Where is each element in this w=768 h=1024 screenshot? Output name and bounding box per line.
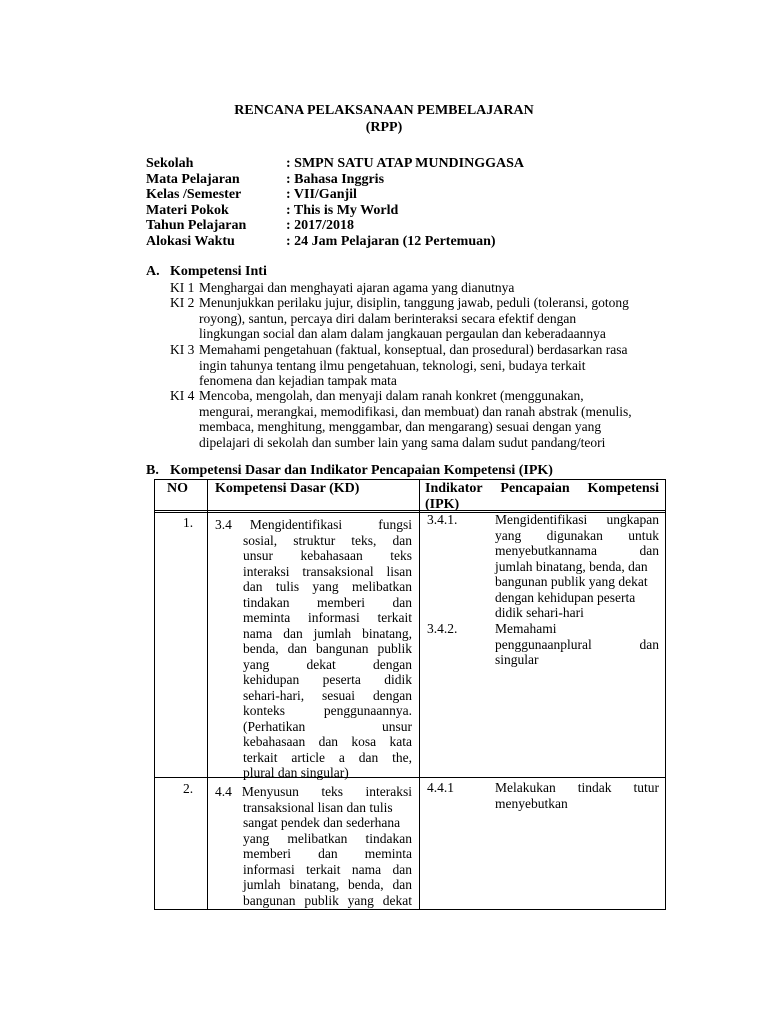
kd-word: bangunan [243,892,296,908]
ipk-word: dan [639,543,659,558]
section-letter: B. [146,463,159,478]
kd-word: Menyusun [241,784,299,799]
kd-word: peserta [322,672,361,687]
kd-word: tulis [275,579,300,594]
section-letter: A. [146,264,160,279]
ki-text-line: lingkungan social dan alam dalam jangkauan pergaulan dan keberadaannya [199,326,606,341]
kd-word: terkait [306,861,341,877]
kd-word: benda, [243,641,279,656]
ipk-code: 3.4.1. [427,512,458,527]
kd-code: 3.4 [215,517,232,532]
ipk-word: Mengidentifikasi [495,512,588,527]
info-value: : SMPN SATU ATAP MUNDINGGASA [286,156,525,171]
ki-text-line: royong), santun, percaya diri dalam berinteraksi secara efektif dengan [199,310,577,326]
kd-word: Mengidentifikasi [249,517,343,532]
ipk-word: dan [639,636,659,652]
kd-word: publik [304,892,339,908]
kd-word: teks [390,548,412,563]
kd-word: yang [347,892,374,908]
row-2-kd-body [243,800,412,909]
row-2-no: 2. [183,781,194,796]
ipk-text [495,780,659,811]
kd-line: sangat pendek dan sederhana [243,815,401,830]
kd-line [243,657,412,673]
kd-word: penggunaannya. [323,703,412,718]
kd-word: terkait [377,610,412,625]
document-subtitle: (RPP) [365,120,403,135]
ki-label: KI 3 [170,342,195,357]
kd-word: dan [392,861,412,877]
kd-word: sosial, [243,532,278,548]
ipk-line: didik sehari-hari [495,605,584,620]
ki-text-line: Mencoba, mengolah, dan menyaji dalam ranah konkret (menggunakan, [199,388,584,403]
ipk-text [495,512,659,621]
info-value: : VII/Ganjil [286,187,357,202]
kd-word: kebahasaan [300,548,363,563]
kd-line: transaksional lisan dan tulis [243,799,393,815]
kd-line [243,893,412,909]
ipk-word: untuk [628,527,659,543]
kd-word: publik [377,641,412,656]
ipk-line: singular [495,652,539,667]
kd-word: melibatkan [287,830,348,846]
kd-line [243,734,412,750]
ki-text-line: Memahami pengetahuan (faktual, konseptual, dan prosedural) berdasarkan rasa [199,342,628,357]
kd-line [243,548,412,564]
kd-word: dan [392,594,412,610]
kd-word: meminta [364,846,412,861]
kd-word: dan [318,846,338,861]
ipk-word: tindak [577,780,612,795]
kd-word: bangunan [316,641,369,656]
kd-line [243,579,412,595]
ipk-code: 4.4.1 [427,780,454,795]
ipk-text [495,621,659,668]
info-label: Tahun Pelajaran [146,218,247,233]
kd-line [243,750,412,766]
ki-text-line: fenomena dan kejadian tampak mata [199,373,397,388]
ki-label: KI 1 [170,280,195,295]
kd-ipk-table [154,479,666,910]
ki-label: KI 2 [170,295,195,310]
header-ipk-word: Kompetensi [587,481,659,496]
kd-word: teks [321,784,344,799]
ipk-word: yang [495,527,522,543]
info-label: Alokasi Waktu [146,234,235,249]
kd-word: dekat [306,656,336,672]
kd-line [243,703,412,719]
kd-word: kosa [351,734,377,749]
kd-line [243,831,412,847]
header-ipk [425,481,659,512]
kd-word: nama [243,625,273,641]
kd-word: benda, [348,877,384,892]
kd-word: interaksi [243,563,290,579]
kd-word: informasi [308,610,360,625]
kd-word: dan [392,877,412,892]
kd-word: sesuai [322,687,356,703]
header-kd: Kompetensi Dasar (KD) [215,481,360,496]
ki-label: KI 4 [170,388,195,403]
ipk-line: dengan kehidupan peserta [495,589,636,605]
kd-word: dekat [382,892,412,908]
kd-word: interaksi [365,784,412,799]
kd-word: kebahasaan [243,734,306,749]
ki-text-line: dipelajari di sekolah dan sumber lain yang sama dalam sudut pandang/teori [199,434,606,450]
kd-word: struktur [293,532,336,548]
ki-text-line: mengurai, merangkai, memodifikasi, dan membuat) dan ranah abstrak (menulis, [199,403,632,419]
kd-word: nama [351,861,382,877]
kd-word: tindakan [243,594,290,610]
kd-code: 4.4 [215,784,232,799]
kd-word: didik [384,672,412,687]
kd-line [215,517,412,533]
kd-word: melibatkan [352,579,412,594]
kd-word: dan [283,625,303,641]
kd-word: jumlah [313,625,352,641]
kd-word: kehidupan [243,672,300,687]
table-divider [207,480,208,909]
kd-word: yang [312,579,339,594]
ipk-word: Melakukan [495,780,556,795]
kd-word: dan [243,579,263,594]
header-no: NO [167,481,188,496]
info-label: Sekolah [146,156,194,171]
kd-word: tindakan [365,830,412,846]
ipk-word: digunakan [546,527,603,543]
kd-word: dengan [373,656,412,672]
kd-line [243,877,412,893]
kd-line [243,719,412,735]
kd-line [243,610,412,626]
row-2-kd [215,784,412,800]
kd-word: yang [243,830,270,846]
info-label: Kelas /Semester [146,187,242,202]
kd-line [243,595,412,611]
ki-text-line: Menunjukkan perilaku jujur, disiplin, tanggung jawab, peduli (toleransi, gotong [199,295,629,310]
ipk-word: penggunaanplural [495,636,592,652]
info-value: : Bahasa Inggris [286,172,385,187]
info-label: Materi Pokok [146,203,229,218]
ipk-line: Memahami [495,621,557,636]
kd-word: fungsi [378,517,412,532]
kd-word: meminta [243,610,291,625]
kd-line [243,672,412,688]
kd-line [215,784,412,800]
kd-word: dan [358,749,379,765]
ki-text-line: ingin tahunya tentang ilmu pengetahuan, teknologi, seni, budaya terkait [199,357,586,373]
ipk-code: 3.4.2. [427,621,458,636]
kd-word: lisan [386,563,412,579]
kd-word: the, [392,749,412,765]
document-title: RENCANA PELAKSANAAN PEMBELAJARAN [234,103,534,118]
info-label: Mata Pelajaran [146,172,240,187]
kd-line [243,641,412,657]
kd-word: (Perhatikan [243,718,306,734]
header-ipk-word: Indikator [425,481,483,496]
kd-word: binatang, [362,625,412,641]
info-value: : 24 Jam Pelajaran (12 Pertemuan) [286,234,496,249]
kd-line [243,846,412,862]
kd-word: memberi [317,594,365,610]
kd-word: konteks [243,703,285,718]
row-1-kd [215,517,412,533]
section-title: Kompetensi Dasar dan Indikator Pencapaian Kompetensi (IPK) [170,463,553,478]
kd-word: dan [318,734,339,749]
kd-word: transaksional [302,563,374,579]
kd-word: informasi [243,861,295,877]
kd-word: kata [389,734,412,749]
kd-word: unsur [243,548,273,563]
table-divider [419,480,420,909]
ipk-line: jumlah binatang, benda, dan [495,558,648,574]
kd-word: unsur [382,718,412,734]
ki-text-line: membaca, menghitung, menggambar, dan mengarang) sesuai dengan yang [199,419,602,434]
kd-word: a [338,749,345,765]
kd-line [243,533,412,549]
section-title: Kompetensi Inti [170,264,267,279]
header-ipk-abbr: (IPK) [425,496,460,512]
kd-line [243,688,412,704]
kd-word: sehari-hari, [243,687,305,703]
ki-text-line: Menghargai dan menghayati ajaran agama yang dianutnya [199,280,515,295]
ipk-line: bangunan publik yang dekat [495,574,648,589]
kd-line [243,862,412,878]
kd-word: yang [243,656,270,672]
kd-word: binatang, [289,877,340,892]
row-1-kd-body [243,533,412,781]
kd-word: terkait [243,749,278,765]
info-value: : This is My World [286,203,399,218]
kd-word: memberi [243,846,291,861]
ipk-word: ungkapan [606,512,659,527]
kd-line [243,626,412,642]
kd-word: teks, [351,532,377,548]
info-value: : 2017/2018 [286,218,355,233]
ipk-word: tutur [633,780,659,795]
kd-line: plural dan singular) [243,765,349,780]
kd-word: dengan [373,687,412,703]
kd-word: article [291,749,326,765]
ipk-line: menyebutkan [495,795,568,811]
kd-line [243,564,412,580]
header-ipk-word: Pencapaian [500,481,570,496]
ipk-word: menyebutkannama [495,543,597,558]
kd-word: dan [287,641,308,656]
row-1-no: 1. [183,515,194,530]
kd-word: jumlah [243,877,281,892]
kd-word: dan [392,532,412,548]
